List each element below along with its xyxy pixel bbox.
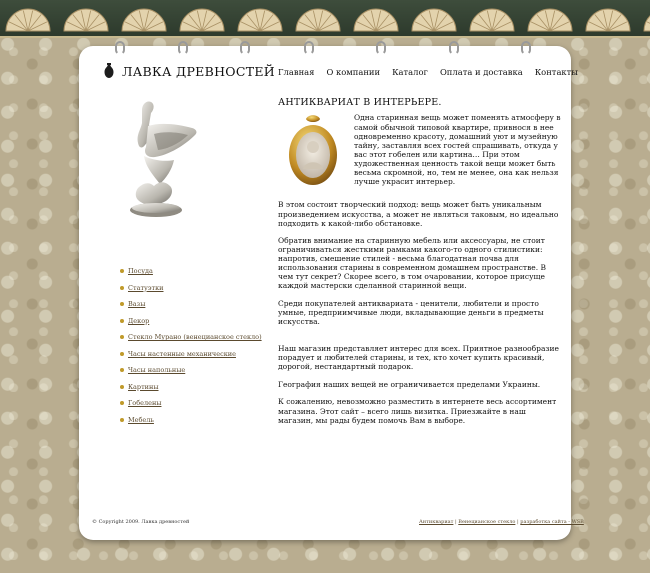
article-intro (278, 113, 561, 191)
sidebar-item-label[interactable]: Декор (128, 316, 150, 325)
intro-paragraph: Одна старинная вещь может поменять атмосферу в самой обычной типовой квартире, привнося в нее одновременно красоту, домашний уют и музейную тайну, заставляя всех гостей спрашивать, откуда у вас этот гобелен или картина… При этом художественная ценность такой вещи может быть весьма скромной, но, тем не менее, она как нельзя лучше украсит интерьер. (354, 113, 561, 186)
bullet-icon (120, 302, 124, 306)
shell-icon (528, 9, 572, 31)
binder-ring-icon (376, 41, 386, 55)
binder-ring-icon (449, 41, 459, 55)
shell-icon (122, 9, 166, 31)
nav-payment-delivery[interactable]: Оплата и доставка (439, 67, 523, 77)
nav-about[interactable]: О компании (326, 67, 381, 77)
sidebar-item[interactable] (120, 412, 262, 429)
gilded-portrait-frame-icon (286, 113, 340, 189)
shell-icon (238, 9, 282, 31)
footer-link-developer[interactable]: разработка сайта - WSB (520, 519, 584, 525)
footer-link-antiques[interactable]: Антиквариат (419, 519, 454, 525)
porcelain-figurine-image (120, 96, 198, 222)
sidebar-item-label[interactable]: Мебель (128, 415, 154, 424)
bullet-icon (120, 385, 124, 389)
shell-icon (180, 9, 224, 31)
site-title: ЛАВКА ДРЕВНОСТЕЙ (122, 63, 275, 79)
sidebar-item-label[interactable]: Часы настенные механические (128, 349, 236, 358)
nav-catalog[interactable]: Каталог (392, 67, 428, 77)
shell-icon (296, 9, 340, 31)
article-paragraph: Наш магазин представляет интерес для всех. Приятное разнообразие порадует и любителей старины, и тех, кто хочет купить красивый, дорогой, нестандартный подарок. (278, 344, 559, 372)
article-title: АНТИКВАРИАТ В ИНТЕРЬЕРЕ. (278, 97, 442, 108)
article (278, 97, 561, 433)
category-sidebar (120, 263, 262, 428)
sidebar-item[interactable] (120, 395, 262, 412)
binder-ring-icon (178, 41, 188, 55)
bullet-icon (120, 401, 124, 405)
sidebar-item-label[interactable]: Часы напольные (128, 366, 186, 375)
sidebar-item-label[interactable]: Вазы (128, 300, 146, 309)
footer-copyright: © Copyright 2009. Лавка древностей (92, 519, 190, 525)
shell-icon (470, 9, 514, 31)
shell-ornament-icons (0, 0, 650, 36)
sidebar-item-label[interactable]: Посуда (128, 267, 153, 276)
article-paragraph: Обратив внимание на старинную мебель или аксессуары, не стоит ограничиваться жесткими рамками какого-то одного стилистики: напротив, смешение стилей - весьма благодатная почва для использования старины в современном домашнем пространстве. В чем тут секрет? Скорее всего, в том очаровании, которое присуще каждой мастерски сделанной старинной вещи. (278, 236, 547, 291)
nav-home[interactable]: Главная (278, 67, 315, 77)
article-paragraph: Среди покупателей антиквариата - ценители, любители и просто умные, предприимчивые люди, вкладывающие деньги в предметы искусства. (278, 299, 544, 327)
cameo-frame-image (278, 113, 348, 191)
bullet-icon (120, 418, 124, 422)
decorative-frieze (0, 0, 650, 38)
binder-ring-icon (304, 41, 314, 55)
sidebar-item[interactable] (120, 263, 262, 280)
sidebar-item-label[interactable]: Стекло Мурано (венецианское стекло) (128, 333, 262, 342)
footer-links (419, 519, 584, 525)
shell-icon (354, 9, 398, 31)
article-paragraph: В этом состоит творческий подход: вещь может быть уникальным произведением искусства, а может не являться таковым, но идеально подходить к какой-либо обстановке. (278, 200, 559, 228)
binder-ring-icon (115, 41, 125, 55)
binder-ring-icon (240, 41, 250, 55)
bullet-icon (120, 286, 124, 290)
footer-link-venetian-glass[interactable]: Венецианское стекло (458, 519, 516, 525)
shell-icon (644, 9, 650, 31)
sidebar-item[interactable] (120, 346, 262, 363)
shell-icon (586, 9, 630, 31)
sidebar-item-label[interactable]: Статуэтки (128, 283, 164, 292)
sidebar-item[interactable] (120, 280, 262, 297)
bullet-icon (120, 368, 124, 372)
vase-icon (104, 63, 114, 79)
footer-separator: | (517, 519, 519, 525)
site-logo[interactable] (104, 63, 275, 79)
article-paragraph: География наших вещей не ограничивается пределами Украины. (278, 379, 541, 389)
sidebar-item[interactable] (120, 296, 262, 313)
sidebar-item[interactable] (120, 329, 262, 346)
shell-icon (6, 9, 50, 31)
nav-contacts[interactable]: Контакты (534, 67, 578, 77)
sidebar-item[interactable] (120, 379, 262, 396)
sidebar-item-label[interactable]: Картины (128, 382, 159, 391)
sidebar-item[interactable] (120, 313, 262, 330)
bullet-icon (120, 269, 124, 273)
bullet-icon (120, 335, 124, 339)
bullet-icon (120, 319, 124, 323)
bullet-icon (120, 352, 124, 356)
main-nav (278, 67, 578, 77)
sidebar-item[interactable] (120, 362, 262, 379)
binder-ring-icon (521, 41, 531, 55)
shell-icon (412, 9, 456, 31)
shell-icon (64, 9, 108, 31)
article-paragraph: К сожалению, невозможно разместить в интернете весь ассортимент магазина. Этот сайт – всего лишь визитка. Приезжайте в наш магазин, мы рады будем помочь Вам в выборе. (278, 397, 557, 425)
sidebar-item-label[interactable]: Гобелены (128, 399, 162, 408)
footer-separator: | (455, 519, 457, 525)
